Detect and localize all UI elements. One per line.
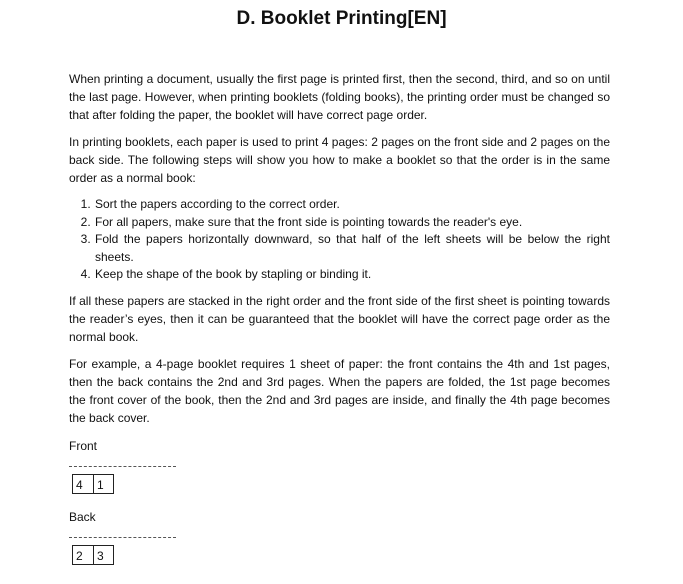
step-item: 4. Keep the shape of the book by stapling or binding it. xyxy=(94,266,610,284)
back-divider xyxy=(69,537,176,538)
front-page-cell: 1 xyxy=(93,474,114,494)
step-item: 1. Sort the papers according to the correct order. xyxy=(94,196,610,214)
back-page-cell: 3 xyxy=(93,545,114,565)
steps-list xyxy=(69,196,610,284)
front-divider xyxy=(69,466,176,467)
front-label: Front xyxy=(69,438,98,453)
front-page-cell: 4 xyxy=(72,474,94,494)
example-paragraph: For example, a 4-page booklet requires 1 sheet of paper: the front contains the 4th and 1st pages, then the back contains the 2nd and 3rd pages. When the papers are folded, the 1st page becomes the front cover of the book, then the 2nd and 3rd pages are inside, and finally the 4th page becomes the back cover. xyxy=(69,356,610,425)
document-body xyxy=(69,70,610,565)
guarantee-paragraph: If all these papers are stacked in the right order and the front side of the first sheet is pointing towards the reader’s eyes, then it can be guaranteed that the booklet will have the correct page order as the normal book. xyxy=(69,293,610,344)
intro-paragraph: When printing a document, usually the first page is printed first, then the second, third, and so on until the last page. However, when printing booklets (folding books), the printing order must be changed so that after folding the paper, the booklet will have correct page order. xyxy=(69,72,610,122)
back-label: Back xyxy=(69,509,96,524)
back-page-cell: 2 xyxy=(72,545,94,565)
back-sheet xyxy=(72,545,610,565)
step-item: 2. For all papers, make sure that the front side is pointing towards the reader's eye. xyxy=(94,214,610,232)
step-item: 3. Fold the papers horizontally downward, so that half of the left sheets will be below the right sheets. xyxy=(94,231,610,266)
page-title: D. Booklet Printing[EN] xyxy=(236,8,447,29)
booklet-paragraph: In printing booklets, each paper is used to print 4 pages: 2 pages on the front side and 2 pages on the back side. The following steps will show you how to make a booklet so that the order is in the same order as a normal book: xyxy=(69,135,610,185)
front-sheet xyxy=(72,474,610,494)
